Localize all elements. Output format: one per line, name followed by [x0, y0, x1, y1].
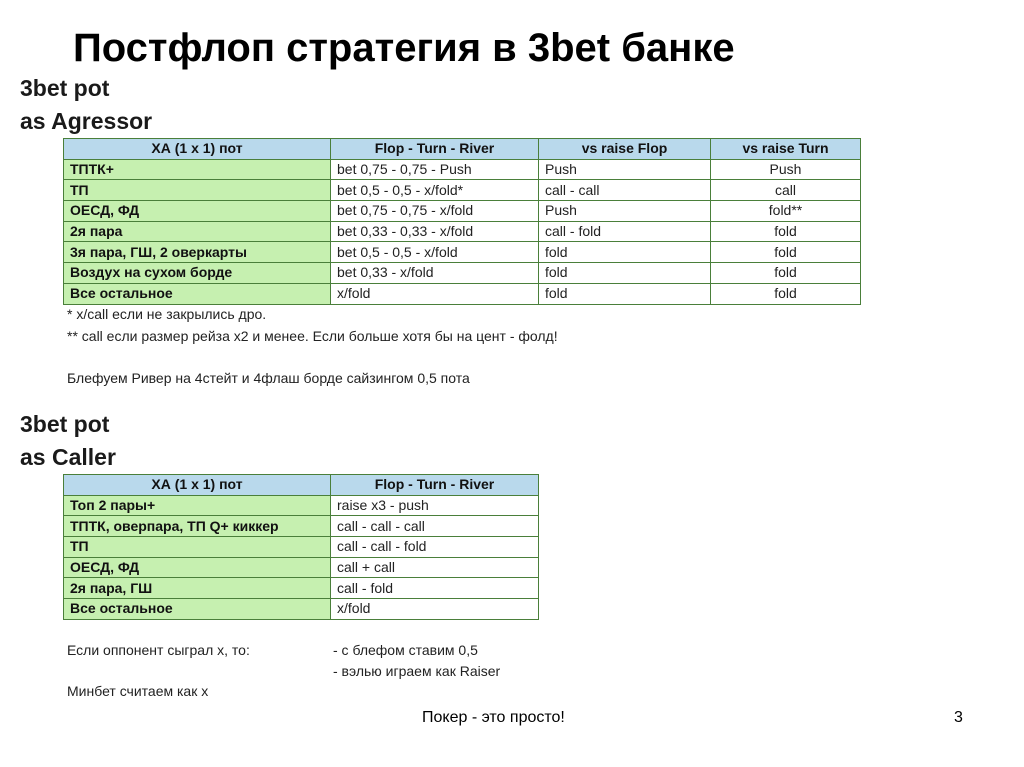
action-cell: fold: [539, 283, 711, 304]
opponent-check-note: Если оппонент сыграл х, то:: [67, 642, 250, 658]
table-row: [64, 537, 539, 558]
action-cell: bet 0,5 - 0,5 - x/fold*: [331, 180, 539, 201]
footnote-single-star: * x/call если не закрылись дро.: [67, 306, 267, 322]
table-row: [64, 221, 861, 242]
action-cell: bet 0,33 - x/fold: [331, 263, 539, 284]
page-title: Постфлоп стратегия в 3bet банке: [73, 26, 735, 70]
action-cell: fold: [711, 221, 861, 242]
agressor-strategy-table: [63, 138, 861, 305]
bluff-bet-note: - с блефом ставим 0,5: [333, 642, 478, 658]
table-row: [64, 578, 539, 599]
hand-category-cell: 2я пара, ГШ: [64, 578, 331, 599]
hand-category-cell: Воздух на сухом борде: [64, 263, 331, 284]
action-cell: bet 0,75 - 0,75 - Push: [331, 159, 539, 180]
hand-category-cell: Все остальное: [64, 283, 331, 304]
action-cell: call - fold: [539, 221, 711, 242]
hand-category-cell: Топ 2 пары+: [64, 495, 331, 516]
action-cell: x/fold: [331, 283, 539, 304]
caller-strategy-table: [63, 474, 539, 620]
table-row: [64, 242, 861, 263]
action-cell: bet 0,5 - 0,5 - x/fold: [331, 242, 539, 263]
action-cell: Push: [711, 159, 861, 180]
action-cell: call - call: [539, 180, 711, 201]
hand-category-cell: ОЕСД, ФД: [64, 201, 331, 222]
action-cell: fold: [539, 263, 711, 284]
action-cell: call + call: [331, 557, 539, 578]
table-row: [64, 180, 861, 201]
action-cell: call - call - fold: [331, 537, 539, 558]
hand-category-cell: 2я пара: [64, 221, 331, 242]
column-header: Flop - Turn - River: [331, 139, 539, 160]
footnote-double-star: ** call если размер рейза x2 и менее. Если больше хотя бы на цент - фолд!: [67, 328, 558, 344]
page-number: 3: [954, 709, 963, 726]
value-play-note: - вэлью играем как Raiser: [333, 663, 501, 679]
action-cell: call: [711, 180, 861, 201]
action-cell: call - fold: [331, 578, 539, 599]
table-row: [64, 201, 861, 222]
action-cell: raise x3 - push: [331, 495, 539, 516]
section-heading-caller-line1: 3bet pot: [20, 411, 110, 437]
column-header: ХА (1 х 1) пот: [64, 475, 331, 496]
action-cell: call - call - call: [331, 516, 539, 537]
hand-category-cell: ТПТК, оверпара, ТП Q+ киккер: [64, 516, 331, 537]
table-row: [64, 516, 539, 537]
hand-category-cell: ТП: [64, 537, 331, 558]
minbet-note: Минбет считаем как х: [67, 683, 209, 699]
action-cell: Push: [539, 159, 711, 180]
bluff-note: Блефуем Ривер на 4стейт и 4флаш борде сайзингом 0,5 пота: [67, 370, 470, 386]
hand-category-cell: ТП: [64, 180, 331, 201]
table-row: [64, 283, 861, 304]
action-cell: fold: [711, 242, 861, 263]
action-cell: fold**: [711, 201, 861, 222]
table-row: [64, 495, 539, 516]
hand-category-cell: Все остальное: [64, 599, 331, 620]
table-row: [64, 263, 861, 284]
action-cell: bet 0,33 - 0,33 - x/fold: [331, 221, 539, 242]
column-header: ХА (1 х 1) пот: [64, 139, 331, 160]
action-cell: fold: [711, 283, 861, 304]
table-row: [64, 599, 539, 620]
hand-category-cell: ОЕСД, ФД: [64, 557, 331, 578]
action-cell: x/fold: [331, 599, 539, 620]
column-header: vs raise Flop: [539, 139, 711, 160]
section-heading-caller-line2: as Caller: [20, 444, 116, 470]
action-cell: fold: [539, 242, 711, 263]
hand-category-cell: 3я пара, ГШ, 2 оверкарты: [64, 242, 331, 263]
column-header: Flop - Turn - River: [331, 475, 539, 496]
column-header: vs raise Turn: [711, 139, 861, 160]
table-row: [64, 159, 861, 180]
section-heading-agressor-line2: as Agressor: [20, 108, 153, 134]
slide-footer: Покер - это просто!: [422, 709, 565, 726]
table-header-row: [64, 475, 539, 496]
table-header-row: [64, 139, 861, 160]
action-cell: Push: [539, 201, 711, 222]
hand-category-cell: ТПТК+: [64, 159, 331, 180]
section-heading-agressor-line1: 3bet pot: [20, 75, 110, 101]
action-cell: fold: [711, 263, 861, 284]
action-cell: bet 0,75 - 0,75 - x/fold: [331, 201, 539, 222]
table-row: [64, 557, 539, 578]
